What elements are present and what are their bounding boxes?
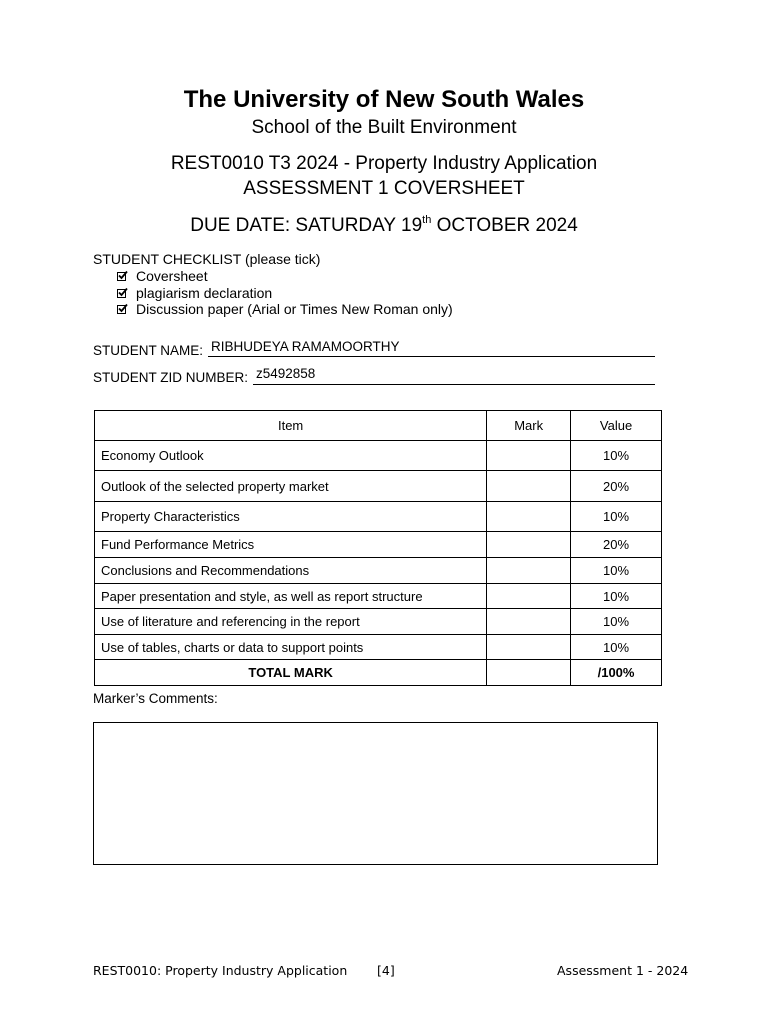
row-mark[interactable]	[487, 441, 571, 471]
row-value: 20%	[571, 471, 662, 502]
footer-assessment: Assessment 1 - 2024	[557, 963, 689, 978]
footer-page-number: [4]	[377, 963, 395, 978]
row-value: 10%	[571, 584, 662, 609]
checklist-item-label: Discussion paper (Arial or Times New Roman only)	[136, 301, 453, 317]
row-mark[interactable]	[487, 502, 571, 532]
table-row	[95, 584, 662, 609]
table-total-row	[95, 660, 662, 686]
due-date-ordinal: th	[422, 214, 432, 226]
student-zid-value[interactable]: z5492858	[256, 366, 316, 381]
row-item: Economy Outlook	[95, 441, 487, 471]
course-title: REST0010 T3 2024 - Property Industry Application	[170, 153, 598, 174]
row-item: Use of literature and referencing in the report	[95, 609, 487, 635]
student-zid-underline	[253, 384, 655, 385]
total-label: TOTAL MARK	[95, 660, 487, 686]
row-value: 10%	[571, 609, 662, 635]
header-item: Item	[95, 411, 487, 441]
row-item: Fund Performance Metrics	[95, 532, 487, 558]
markers-comments-box[interactable]	[93, 722, 658, 865]
student-name-underline	[208, 356, 655, 357]
row-value: 20%	[571, 532, 662, 558]
markers-comments-label: Marker’s Comments:	[93, 691, 218, 706]
row-mark[interactable]	[487, 532, 571, 558]
total-value: /100%	[571, 660, 662, 686]
student-name-value[interactable]: RIBHUDEYA RAMAMOORTHY	[211, 339, 400, 354]
checklist-item-plagiarism[interactable]	[117, 285, 272, 301]
table-row	[95, 609, 662, 635]
school-name: School of the Built Environment	[251, 117, 517, 138]
row-value: 10%	[571, 502, 662, 532]
student-zid-label: STUDENT ZID NUMBER:	[93, 370, 249, 385]
footer-course: REST0010: Property Industry Application	[93, 963, 348, 978]
checkbox-checked-icon[interactable]	[117, 272, 126, 281]
header-value: Value	[571, 411, 662, 441]
due-date	[0, 214, 768, 237]
marks-table	[94, 410, 662, 686]
table-row	[95, 471, 662, 502]
due-date-prefix: DUE DATE: SATURDAY 19	[190, 215, 423, 236]
table-row	[95, 532, 662, 558]
row-value: 10%	[571, 441, 662, 471]
table-row	[95, 635, 662, 660]
table-row	[95, 502, 662, 532]
row-item: Outlook of the selected property market	[95, 471, 487, 502]
table-header-row	[95, 411, 662, 441]
checklist-item-label: Coversheet	[136, 268, 208, 284]
row-mark[interactable]	[487, 584, 571, 609]
due-date-suffix: OCTOBER 2024	[431, 215, 578, 236]
checklist-item-coversheet[interactable]	[117, 268, 208, 284]
row-mark[interactable]	[487, 558, 571, 584]
row-item: Use of tables, charts or data to support points	[95, 635, 487, 660]
checklist-heading: STUDENT CHECKLIST (please tick)	[93, 251, 321, 267]
assessment-title: ASSESSMENT 1 COVERSHEET	[243, 178, 525, 199]
row-mark[interactable]	[487, 609, 571, 635]
total-mark[interactable]	[487, 660, 571, 686]
header-mark: Mark	[487, 411, 571, 441]
checklist-item-label: plagiarism declaration	[136, 285, 273, 301]
row-item: Paper presentation and style, as well as report structure	[95, 584, 487, 609]
row-value: 10%	[571, 635, 662, 660]
row-mark[interactable]	[487, 635, 571, 660]
student-name-label: STUDENT NAME:	[93, 343, 204, 358]
row-item: Property Characteristics	[95, 502, 487, 532]
table-row	[95, 558, 662, 584]
checklist-item-discussion-paper[interactable]	[117, 301, 453, 317]
row-item: Conclusions and Recommendations	[95, 558, 487, 584]
row-mark[interactable]	[487, 471, 571, 502]
row-value: 10%	[571, 558, 662, 584]
checkbox-checked-icon[interactable]	[117, 289, 126, 298]
table-row	[95, 441, 662, 471]
university-title: The University of New South Wales	[183, 86, 585, 113]
checkbox-checked-icon[interactable]	[117, 305, 126, 314]
